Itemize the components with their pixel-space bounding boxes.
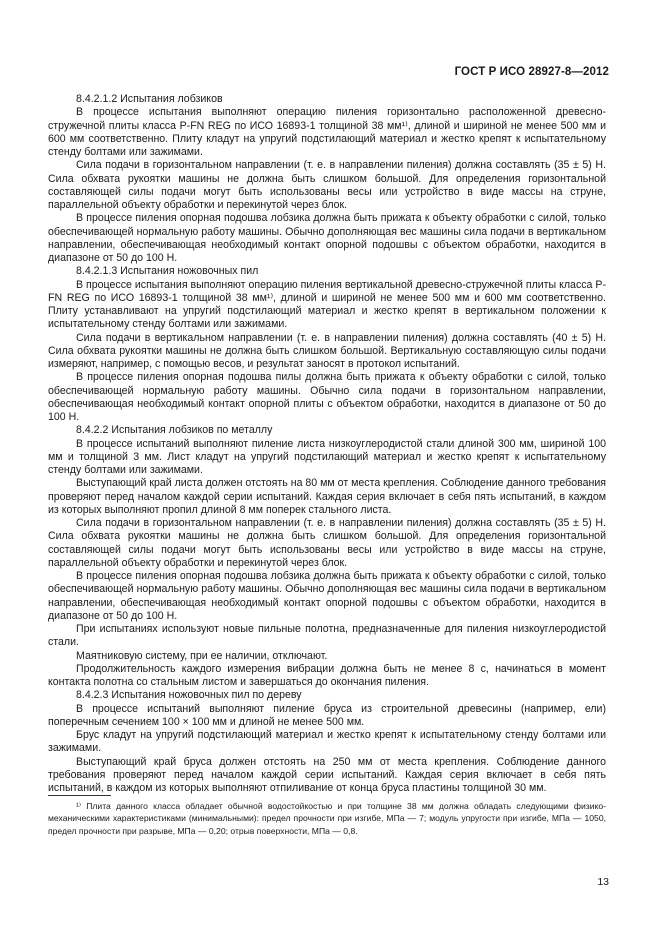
footnote [48,800,606,837]
section-heading-8-4-2-2: 8.4.2.2 Испытания лобзиков по металлу [76,424,273,437]
paragraph: Сила подачи в горизонтальном направлении (т. е. в направлении пиления) должна составлять (35 ± 5) Н. Сила обхвата рукоятки машины не должна быть слишком большой. Для определения горизонтальной составляющей силы подачи могут быть использованы весы или устройство в виде массы на струне, параллельной объекту обработки и перекинутой через блок. [48,159,606,211]
footnote-text: ¹⁾ Плита данного класса обладает обычной водостойкостью и при толщине 38 мм должна обладать следующими физико-механическими характеристиками (минимальными): предел прочности при изгибе, МПа — 7; модуль упругости при изгибе, МПа — 1050, предел прочности при разрыве, МПа — 0,20; отрыв поверхности, МПа — 0,8. [48,801,606,836]
paragraph: В процессе пиления опорная подошва лобзика должна быть прижата к объекту обработки с силой, только обеспечивающей нормальную работу машины. Обычно дополняющая вес машины сила подачи в вертикальном направлении, обеспечивающая необходимый контакт опорной подошвы с объектом обработки, находится в диапазоне от 50 до 100 Н. [48,570,606,622]
paragraph: Выступающий край листа должен отстоять на 80 мм от места крепления. Соблюдение данного требования проверяют перед началом каждой серии испытаний. Каждая серия включает в себя пять испытаний, в каждом из которых выполняют пропил длиной 8 мм поперек стального листа. [48,477,606,516]
document-header: ГОСТ Р ИСО 28927-8—2012 [454,66,609,78]
section-heading-8-4-2-1-3: 8.4.2.1.3 Испытания ножовочных пил [76,265,259,278]
paragraph: При испытаниях используют новые пильные полотна, предназначенные для пиления низкоуглеродистой стали. [48,623,606,649]
paragraph: Продолжительность каждого измерения вибрации должна быть не менее 8 с, начинаться в момент контакта полотна со стальным листом и завершаться до окончания пиления. [48,662,606,688]
paragraph: В процессе испытания выполняют операцию пиления вертикальной древесно-стружечной плиты класса P-FN REG по ИСО 16893-1 толщиной 38 мм¹⁾, длиной и шириной не менее 500 мм и 600 мм соответственно. Плиту устанавливают на упругий подстилающий материал и жестко крепят в вертикальном положении к испытательному стенду болтами или зажимами. [48,278,606,331]
document-body [48,93,606,795]
paragraph: В процессе пиления опорная подошва лобзика должна быть прижата к объекту обработки с силой, только обеспечивающей нормальную работу машины. Обычно дополняющая вес машины сила подачи в вертикальном направлении, обеспечивающая необходимый контакт опорной подошвы с объектом обработки, находится в диапазоне от 50 до 100 Н. [48,212,606,264]
paragraph: В процессе испытаний выполняют пиление бруса из строительной древесины (например, ели) поперечным сечением 100 × 100 мм и длиной не менее 500 мм. [48,702,606,728]
paragraph: Сила подачи в вертикальном направлении (т. е. в направлении пиления) должна составлять (40 ± 5) Н. Сила обхвата рукоятки машины не должна быть слишком большой. Вертикальную составляющую силы подачи измеряют, например, с помощью весов, и результат заносят в протокол испытаний. [48,331,606,370]
paragraph: Брус кладут на упругий подстилающий материал и жестко крепят к испытательному стенду болтами или зажимами. [48,729,606,755]
section-heading-8-4-2-3: 8.4.2.3 Испытания ножовочных пил по дереву [76,689,302,702]
page-number: 13 [597,876,609,888]
paragraph: Маятниковую систему, при ее наличии, отключают. [76,649,328,662]
paragraph: В процессе испытания выполняют операцию пиления горизонтально расположенной древесно-стружечной плиты класса P-FN REG по ИСО 16893-1 толщиной 38 мм¹⁾, длиной и шириной не менее 500 мм и 600 мм соответственно. Плиту кладут на упругий подстилающий материал и жестко крепят к испытательному стенду болтами или зажимами. [48,106,606,158]
paragraph: Сила подачи в горизонтальном направлении (т. е. в направлении пиления) должна составлять (35 ± 5) Н. Сила обхвата рукоятки машины не должна быть слишком большой. Для определения горизонтальной составляющей силы подачи могут быть использованы весы или устройство в виде массы на струне, параллельной объекту обработки и перекинутой через блок. [48,517,606,569]
footnote-divider [48,795,111,796]
paragraph: В процессе испытаний выполняют пиление листа низкоуглеродистой стали длиной 300 мм, шириной 100 мм и толщиной 3 мм. Лист кладут на упругий подстилающий материал и жестко крепят к испытательному стенду болтами или зажимами. [48,437,606,476]
section-heading-8-4-2-1-2: 8.4.2.1.2 Испытания лобзиков [76,93,223,105]
paragraph: Выступающий край бруса должен отстоять на 250 мм от места крепления. Соблюдение данного требования проверяют перед началом каждой серии испытаний. Каждая серия включает в себя пять испытаний, в каждом из которых выполняют отпиливание от конца бруса пластины толщиной 30 мм. [48,755,606,794]
paragraph: В процессе пиления опорная подошва пилы должна быть прижата к объекту обработки с силой, только обеспечивающей нормальную работу машины. Обычно сила подачи в горизонтальном направлении, обеспечивающая необходимый контакт опорной плиты с объектом обработки, находится в диапазоне от 50 до 100 Н. [48,371,606,423]
